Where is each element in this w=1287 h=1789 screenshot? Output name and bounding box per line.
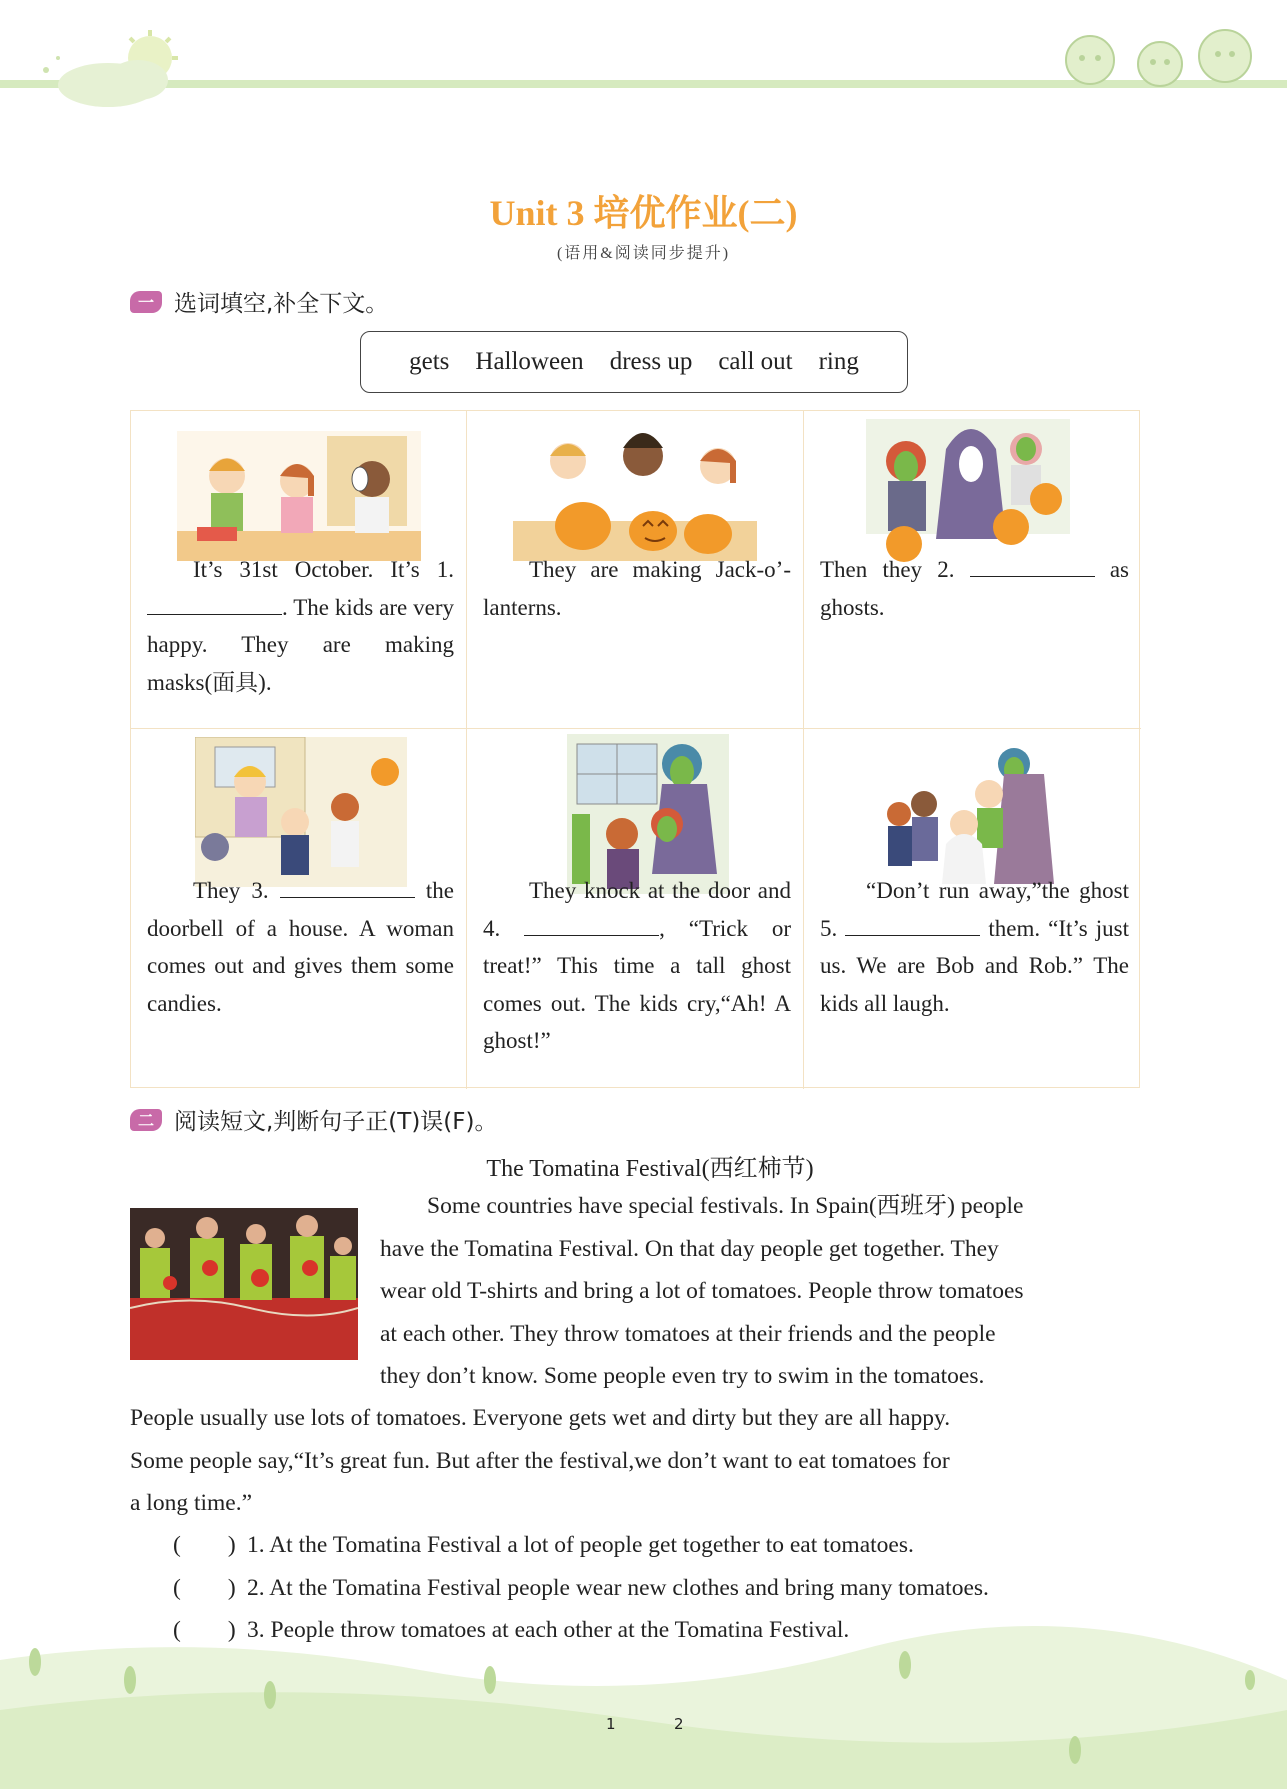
story-paragraph-upper [380,1185,1140,1398]
kids-carving-pumpkins-illustration [513,426,757,561]
tomatina-festival-photo [130,1208,358,1360]
kids-making-masks-illustration [177,431,421,561]
story-cell-4 [131,729,467,1089]
page-number-left: 1 [606,1715,616,1733]
story-line: wear old T-shirts and bring a lot of tomatoes. People throw tomatoes [380,1278,1024,1304]
section2-instruction: 阅读短文,判断句子正(T)误(F)。 [174,1109,498,1135]
word-option: gets [409,348,450,375]
story-text-2: They are making Jack-o’-lanterns. [483,557,791,620]
tall-ghost-at-door-illustration [567,734,729,894]
green-hills-decoration [0,1620,1287,1789]
story-paragraph-lower [130,1397,1140,1525]
cloud-sun-decoration [38,30,188,110]
word-option: ring [818,348,859,375]
cat-faces-decoration [1060,20,1260,90]
word-option: Halloween [475,348,584,375]
section2-badge: 二 [130,1109,162,1131]
section2-heading [130,1103,497,1136]
word-option: dress up [609,348,693,375]
story-cell-3 [804,411,1141,729]
story-text-6: “Don’t run away,”the ghost 5. them. “It’s just us. We are Bob and Rob.” The kids all laugh. [820,878,1129,1016]
story-cell-1 [131,411,467,729]
story-line: People usually use lots of tomatoes. Everyone gets wet and dirty but they are all happy. [130,1405,951,1431]
question-text: 2. At the Tomatina Festival people wear new clothes and bring many tomatoes. [247,1574,989,1601]
question-text: 1. At the Tomatina Festival a lot of people get together to eat tomatoes. [247,1532,914,1558]
story-text-1: It’s 31st October. It’s 1. . The kids are very happy. They are making masks(面具). [147,557,454,695]
answer-paren[interactable]: ( ) [173,1532,236,1558]
page-number-right: 2 [674,1715,684,1733]
answer-blank-2[interactable] [970,556,1095,577]
section1-instruction: 选词填空,补全下文。 [174,291,389,317]
story-line: at each other. They throw tomatoes at their friends and the people [380,1320,996,1347]
story-cell-6 [804,729,1141,1089]
page-subtitle: (语用&阅读同步提升) [556,245,731,262]
story-grid [130,410,1140,1088]
question-item [173,1575,1153,1618]
question-item [173,1532,1153,1575]
story-line: Some countries have special festivals. In Spain(西班牙) people [427,1193,1024,1219]
woman-giving-candies-illustration [195,737,407,887]
answer-paren[interactable]: ( ) [173,1574,236,1601]
ghost-and-kids-laughing-illustration [884,734,1056,894]
story-line: they don’t know. Some people even try to swim in the tomatoes. [380,1363,985,1389]
story-text-5: They knock at the door and 4. , “Trick or treat!” This time a tall ghost comes out. The kids cry,“Ah! A ghost!” [483,878,791,1053]
word-option: call out [718,348,793,375]
story-text-3: Then they 2. as ghosts. [820,557,1129,620]
answer-blank-3[interactable] [280,877,415,898]
section1-badge: 一 [130,291,162,313]
question-text: 3. People throw tomatoes at each other at the Tomatina Festival. [247,1617,850,1643]
section1-heading [130,285,388,318]
page-title: Unit 3 培优作业(二) [489,193,798,233]
story-line: a long time.” [130,1490,253,1516]
answer-blank-4[interactable] [524,915,659,936]
story-title: The Tomatina Festival(西红柿节) [486,1156,814,1182]
answer-blank-5[interactable] [845,915,980,936]
answer-blank-1[interactable] [147,594,282,615]
answer-paren[interactable]: ( ) [173,1617,236,1643]
story-line: have the Tomatina Festival. On that day people get together. They [380,1235,999,1262]
story-line: Some people say,“It’s great fun. But after the festival,we don’t want to eat tomatoes for [130,1447,950,1474]
word-bank [360,331,908,393]
kids-in-costumes-illustration [866,419,1070,564]
story-cell-5 [467,729,804,1089]
story-cell-2 [467,411,804,729]
story-text-4: They 3. the doorbell of a house. A woman comes out and gives them some candies. [147,878,454,1016]
